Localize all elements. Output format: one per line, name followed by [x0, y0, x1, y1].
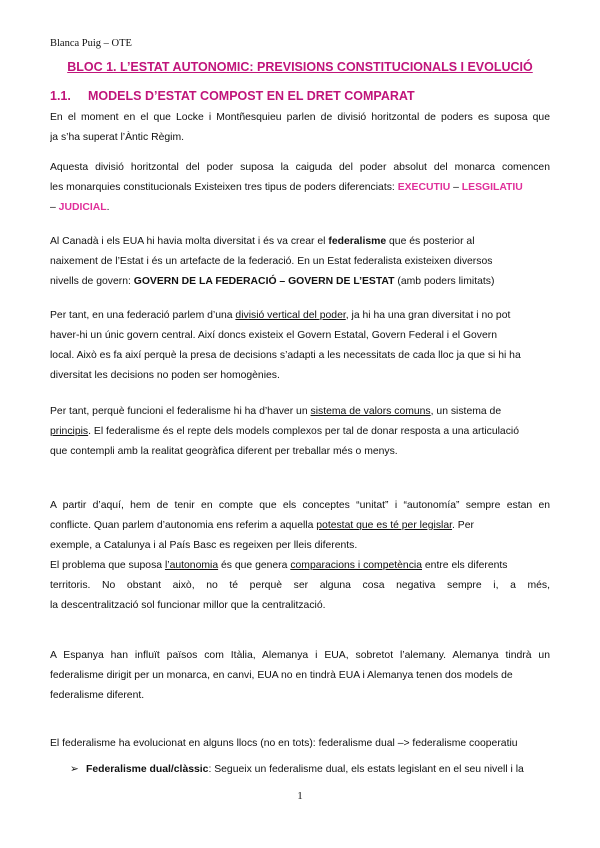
text-run: , un sistema de: [430, 406, 502, 417]
paragraph-1: [50, 108, 550, 148]
bullet-text: : Segueix un federalisme dual, els estats legislant en el seu nivell i la: [208, 764, 524, 775]
underlined-term: principis: [50, 426, 89, 437]
paragraph-line: local. Això es fa així perquè la presa de decisions s’adapti a les necessitats de cada lloc ja que si hi ha: [50, 350, 521, 361]
paragraph-line: [50, 198, 550, 218]
underlined-term: sistema de valors comuns: [310, 406, 431, 417]
bold-term: federalisme: [328, 236, 387, 247]
paragraph-line: [50, 516, 550, 536]
underlined-term: comparacions i competència: [290, 560, 422, 571]
text-run: Al Canadà i els EUA hi havia molta diversitat i és va crear el: [50, 236, 329, 247]
paragraph-line: federalisme diferent.: [50, 690, 145, 701]
text-run: Per tant, en una federació parlem d’una: [50, 310, 236, 321]
underlined-term: divisió vertical del poder: [235, 310, 346, 321]
text-run: . El federalisme és el repte dels models complexos per tal de donar resposta a una articulació: [88, 426, 519, 437]
text-run: .: [106, 202, 110, 213]
text-run: nivells de govern:: [50, 276, 134, 287]
text-run: El problema que suposa: [50, 560, 165, 571]
paragraph-line: El federalisme ha evolucionat en alguns llocs (no en tots): federalisme dual –> federalisme cooperatiu: [50, 738, 518, 749]
paragraph-2: [50, 158, 550, 218]
text-run: , ja hi ha una gran diversitat i no pot: [345, 310, 511, 321]
text-run: . Per: [452, 520, 474, 531]
section-number: 1.1.: [50, 89, 71, 103]
paragraph-line: [50, 272, 550, 292]
paragraph-line: [50, 402, 550, 422]
power-executive: EXECUTIU: [397, 182, 451, 193]
arrow-bullet-icon: ➢: [70, 764, 79, 775]
paragraph-line: ja s’ha superat l’Àntic Règim.: [50, 132, 184, 143]
text-run: conflicte. Quan parlem d’autonomia ens referim a aquella: [50, 520, 317, 531]
paragraph-line: diversitat les decisions no poden ser homogènies.: [50, 370, 280, 381]
paragraph-6: [50, 496, 550, 616]
text-run: les monarquies constitucionals Existeixen tres tipus de poders diferenciats:: [50, 182, 398, 193]
section-title: MODELS D’ESTAT COMPOST EN EL DRET COMPARAT: [88, 89, 415, 103]
paragraph-line: la descentralització sol funcionar millor que la centralització.: [50, 600, 326, 611]
text-run: entre els diferents: [422, 560, 508, 571]
underlined-term: potestat que es té per legislar: [316, 520, 453, 531]
paragraph-line: haver-hi un únic govern central. Així doncs existeix el Govern Estatal, Govern Federal i el Govern: [50, 330, 498, 341]
paragraph-7: [50, 646, 550, 706]
power-judicial: JUDICIAL: [58, 202, 107, 213]
paragraph-3: [50, 232, 550, 292]
text-run: que és posterior al: [386, 236, 475, 247]
paragraph-line: [50, 422, 550, 442]
paragraph-8: [50, 734, 550, 754]
text-run: Per tant, perquè funcioni el federalisme hi ha d’haver un: [50, 406, 311, 417]
paragraph-line: A Espanya han influït països com Itàlia, Alemanya i EUA, sobretot l’alemany. Alemanya tindrà un: [50, 650, 550, 661]
bullet-label: Federalisme dual/clàssic: [86, 764, 209, 775]
paragraph-line: Aquesta divisió horitzontal del poder suposa la caiguda del poder absolut del monarca comencen: [50, 162, 550, 173]
document-title: BLOC 1. L’ESTAT AUTONOMIC: PREVISIONS CONSTITUCIONALS I EVOLUCIÓ: [67, 60, 533, 74]
text-run: (amb poders limitats): [394, 276, 495, 287]
text-run: –: [450, 182, 462, 193]
paragraph-line: naixement de l’Estat i és un artefacte de la federació. En un Estat federalista existeixen diversos: [50, 256, 493, 267]
paragraph-line: [50, 232, 550, 252]
paragraph-line: que contempli amb la realitat geogràfica diferent per treballar més o menys.: [50, 446, 398, 457]
underlined-term: l’autonomia: [164, 560, 219, 571]
power-legislative: LESGILATIU: [461, 182, 523, 193]
paragraph-line: [50, 556, 550, 576]
paragraph-line: [50, 178, 550, 198]
paragraph-5: [50, 402, 550, 462]
paragraph-line: En el moment en el que Locke i Montñesquieu parlen de divisió horitzontal de poders es suposa que: [50, 112, 550, 123]
paragraph-line: [50, 306, 550, 326]
paragraph-4: [50, 306, 550, 386]
bullet-item: [70, 760, 550, 780]
paragraph-line: federalisme dirigit per un monarca, en canvi, EUA no en tindrà EUA i Alemanya tenen dos models de: [50, 670, 513, 681]
page-number: 1: [297, 790, 303, 802]
section-heading: [50, 89, 415, 103]
text-run: és que genera: [218, 560, 291, 571]
text-run: –: [50, 202, 59, 213]
bold-term: GOVERN DE LA FEDERACIÓ – GOVERN DE L’ESTAT: [133, 276, 395, 287]
page-header: Blanca Puig – OTE: [50, 38, 132, 49]
paragraph-line: A partir d’aquí, hem de tenir en compte que els conceptes “unitat” i “autonomía” sempre estan en: [50, 500, 550, 511]
paragraph-line: exemple, a Catalunya i al País Basc es regeixen per lleis diferents.: [50, 540, 358, 551]
paragraph-line: territoris. No obstant això, no té perquè ser alguna cosa negativa sempre i, a més,: [50, 580, 550, 591]
